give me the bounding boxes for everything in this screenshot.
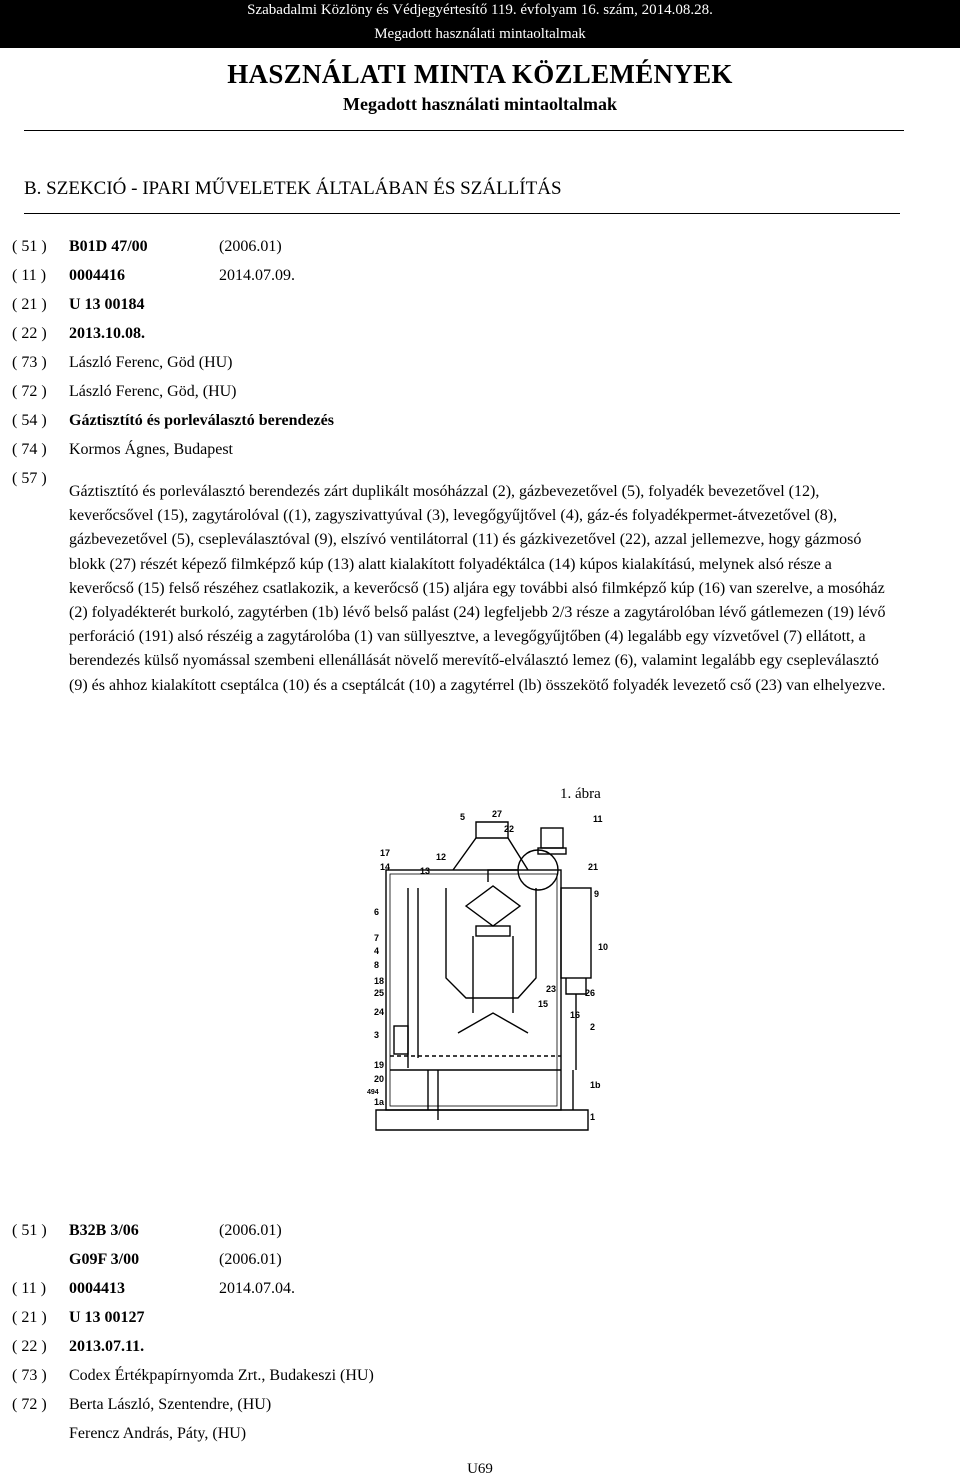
label-10: 10 xyxy=(598,942,609,952)
label-21: 21 xyxy=(588,862,599,872)
journal-header-line2: Megadott használati mintaoltalmak xyxy=(374,26,586,42)
title-divider xyxy=(24,130,904,131)
label-3: 3 xyxy=(374,1030,380,1040)
ipc-date: (2006.01) xyxy=(219,1222,282,1239)
label-494: 494 xyxy=(367,1089,379,1096)
label-4: 4 xyxy=(374,946,380,956)
registration-date: 2014.07.04. xyxy=(219,1280,295,1297)
section-heading: B. SZEKCIÓ - IPARI MŰVELETEK ÁLTALÁBAN ÉS SZÁLLÍTÁS xyxy=(24,178,562,199)
ipc-date: (2006.01) xyxy=(219,1251,282,1268)
label-7: 7 xyxy=(374,933,380,943)
registration-number: 0004413 xyxy=(69,1280,125,1297)
figure-caption: 1. ábra xyxy=(560,786,601,802)
filing-date: 2013.07.11. xyxy=(69,1338,145,1355)
page-subtitle: Megadott használati mintaoltalmak xyxy=(343,94,617,114)
journal-header xyxy=(0,0,960,48)
registration-number: 0004416 xyxy=(69,267,125,284)
label-1a: 1a xyxy=(374,1097,385,1107)
label-1: 1 xyxy=(590,1112,596,1122)
label-9: 9 xyxy=(594,889,600,899)
inventor: Berta László, Szentendre, (HU) xyxy=(69,1396,272,1413)
page-number: U69 xyxy=(467,1461,493,1477)
label-1b: 1b xyxy=(590,1080,601,1090)
ipc-class: B01D 47/00 xyxy=(69,238,148,255)
label-23: 23 xyxy=(546,984,557,994)
registration-date: 2014.07.09. xyxy=(219,267,295,284)
journal-header-line1: Szabadalmi Közlöny és Védjegyértesítő 119. évfolyam 16. szám, 2014.08.28. xyxy=(247,2,713,18)
label-17: 17 xyxy=(380,848,391,858)
inventor: Ferencz András, Páty, (HU) xyxy=(69,1425,247,1442)
label-22: 22 xyxy=(504,824,515,834)
label-26: 26 xyxy=(585,988,596,998)
label-12: 12 xyxy=(436,852,447,862)
label-20: 20 xyxy=(374,1074,385,1084)
label-18: 18 xyxy=(374,976,385,986)
label-8: 8 xyxy=(374,960,380,970)
label-5: 5 xyxy=(460,812,466,822)
ipc-date: (2006.01) xyxy=(219,238,282,255)
label-13: 13 xyxy=(420,866,431,876)
invention-title: Gáztisztító és porleválasztó berendezés xyxy=(69,412,334,429)
owner: László Ferenc, Göd (HU) xyxy=(69,354,233,371)
representative: Kormos Ágnes, Budapest xyxy=(69,441,233,458)
section-divider xyxy=(24,213,900,214)
ipc-class: G09F 3/00 xyxy=(69,1251,140,1268)
owner: Codex Értékpapírnyomda Zrt., Budakeszi (HU) xyxy=(69,1367,374,1384)
page-title: HASZNÁLATI MINTA KÖZLEMÉNYEK xyxy=(227,59,733,89)
ipc-class: B32B 3/06 xyxy=(69,1222,139,1239)
inventor: László Ferenc, Göd, (HU) xyxy=(69,383,237,400)
label-24: 24 xyxy=(374,1007,385,1017)
label-15: 15 xyxy=(538,999,549,1009)
abstract-text: Gáztisztító és porleválasztó berendezés zárt duplikált mosóházzal (2), gázbevezetővel (5), folyadék bevezetővel (12), keverőcsővel (15), zagytárolóval ((1), zagyszivattyúval (3), levegőgyűjtővel (4), gáz-és folyadékpermet-átvezetővel (8), gázbevezetővel (5), csepleválasztóval (9), elszívó ventilátorral (11) és gázkivezetővel (22), azzal jellemezve, hogy gázmosó blokk (27) részét képező filmképző kúp (13) alatt kialakított folyadéktálca (14) kúpos kialakítású, melynek alsó része a keverőcső (15) felső részéhez csatlakozik, a keverőcső (15) aljára egy további alsó filmképző kúp (16) van szerelve, a mosóház (2) folyadékterét burkoló, zagytérben (1b) lévő belső palást (24) legfeljebb 2/3 része a zagytárolóban lévő gátlemezen (19) lévő perforáció (191) alsó részéig a zagytárolóba (1) van süllyesztve, a levegőgyűjtőben (4) legalább egy vízvetővel (7) ellátott, a berendezés külső nyomással szembeni ellenállását növelő merevítő-elválasztó lemez (6), valamint legalább egy csepleválasztó (9) és ahhoz kialakított cseptálca (10) és a cseptálcát (10) a zagytérrel (lb) összekötő folyadék levezető cső (23) van elhelyezve. xyxy=(69,483,886,694)
label-27: 27 xyxy=(492,809,503,819)
label-14: 14 xyxy=(380,862,391,872)
application-number: U 13 00184 xyxy=(69,296,145,313)
label-11: 11 xyxy=(593,814,603,824)
filing-date: 2013.10.08. xyxy=(69,325,145,342)
label-6: 6 xyxy=(374,907,380,917)
label-2: 2 xyxy=(590,1022,596,1032)
technical-drawing xyxy=(358,808,618,1143)
label-16: 16 xyxy=(570,1010,581,1020)
application-number: U 13 00127 xyxy=(69,1309,145,1326)
label-25: 25 xyxy=(374,988,385,998)
label-19: 19 xyxy=(374,1060,385,1070)
